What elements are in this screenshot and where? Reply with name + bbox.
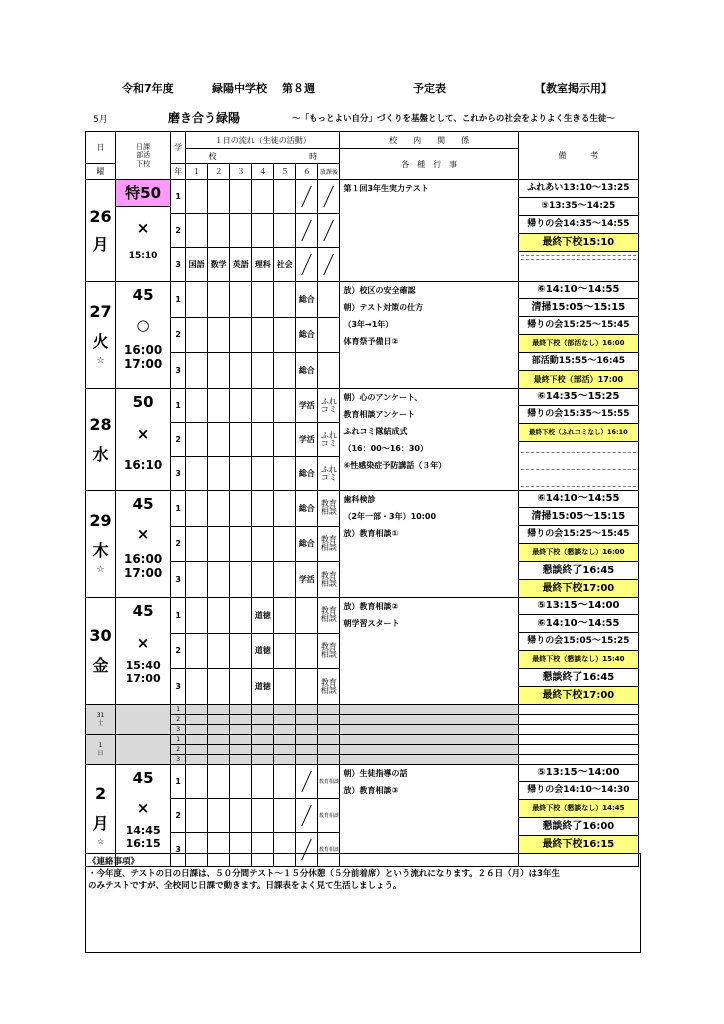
- day-27: 27 火 ☆: [86, 282, 116, 389]
- subject-english: 英語: [230, 248, 252, 282]
- period-6-general: 総合: [296, 282, 318, 318]
- period-6-general: 総合: [296, 317, 318, 353]
- slash-mark: [318, 180, 340, 214]
- after-school-fureai: ふれコミ: [318, 457, 340, 491]
- day-26: 26 月: [86, 180, 116, 282]
- grade-1: 1: [171, 282, 186, 318]
- subject-science: 理科: [252, 248, 274, 282]
- page-title: 予定表: [413, 82, 446, 95]
- day-2-schedule: 45 × 14:45 16:15: [116, 765, 171, 867]
- after-school-fureai: ふれコミ: [318, 423, 340, 457]
- day-31: 31 土: [86, 705, 116, 735]
- grade-1: 1: [171, 180, 186, 214]
- after-school-counseling: 教育相談: [318, 669, 340, 705]
- grade-3: 3: [171, 669, 186, 705]
- grade-2: 2: [171, 633, 186, 669]
- after-school-fureai: ふれコミ: [318, 389, 340, 423]
- subject-social: 社会: [274, 248, 296, 282]
- grade-2: 2: [171, 526, 186, 562]
- grade-1: 1: [171, 735, 186, 745]
- relation-header: 校 内 関 係: [340, 132, 518, 149]
- day-2-events: 朝）生徒指導の話 放）教育相談③: [340, 765, 518, 867]
- after-school-counseling: 教育相談: [318, 562, 340, 598]
- period-4-moral: 道徳: [252, 633, 274, 669]
- day-29-schedule: 45 × 16:00 17:00: [116, 491, 171, 598]
- grade-1: 1: [171, 389, 186, 423]
- after-school-counseling: 教育相談: [318, 799, 340, 833]
- grade-2: 2: [171, 214, 186, 248]
- day-30-events: 放）教育相談② 朝学習スタート: [340, 598, 518, 705]
- dow-header: 曜: [86, 164, 116, 180]
- after-school-counseling: 教育相談: [318, 633, 340, 669]
- grade-2: 2: [171, 745, 186, 755]
- period-2-header: ２: [208, 164, 230, 180]
- slash-mark: [296, 765, 318, 799]
- notes-header: 備 考: [518, 132, 638, 180]
- contact-notes-title: 《連絡事項》: [88, 857, 140, 867]
- day-28-schedule: 50 × 16:10: [116, 389, 171, 491]
- slogan: 磨き合う緑陽: [168, 111, 241, 125]
- period-6-homeroom: 学活: [296, 562, 318, 598]
- period-5-header: ５: [274, 164, 296, 180]
- day-26-notes: ふれあい13:10～13:25 ⑤13:35～14:25 帰りの会14:35～14:55 最終下校15:10: [518, 180, 638, 282]
- grade-3: 3: [171, 833, 186, 867]
- day-29: 29 木 ☆: [86, 491, 116, 598]
- grade-3: 3: [171, 562, 186, 598]
- period-4-moral: 道徳: [252, 669, 274, 705]
- period-6-general: 総合: [296, 526, 318, 562]
- grade-2: 2: [171, 423, 186, 457]
- day-2-notes: ⑤13:15～14:00 帰りの会14:10～14:30 最終下校（懇談なし）14:45 懇談終了16:00 最終下校16:15: [518, 765, 638, 867]
- school-time-header: 校 時: [186, 149, 340, 164]
- period-6-homeroom: 学活: [296, 389, 318, 423]
- day-26-events: 第１回3年生実力テスト: [340, 180, 518, 282]
- after-school-header: 放課後: [318, 164, 340, 180]
- grade-1: 1: [171, 491, 186, 527]
- grade-3: 3: [171, 248, 186, 282]
- grade-1: 1: [171, 705, 186, 715]
- events-header: 各 種 行 事: [340, 149, 518, 180]
- after-school-counseling: 教育相談: [318, 491, 340, 527]
- day-1: 1 日: [86, 735, 116, 765]
- day-27-schedule: 45 ○ 16:00 17:00: [116, 282, 171, 389]
- slash-mark: [318, 214, 340, 248]
- grade-header: 学: [171, 132, 186, 164]
- day-28-events: 朝）心のアンケート、 教育相談アンケート ふれコミ隊結成式 （16：00～16：30） ⑥性感染症予防講話（３年）: [340, 389, 518, 491]
- period-6-general: 総合: [296, 457, 318, 491]
- school-name: 緑陽中学校: [212, 82, 267, 95]
- period-6-header: ６: [296, 164, 318, 180]
- day-28-notes: ⑥14:35～15:25 帰りの会15:35～15:55 最終下校（ふれコミなし）16:10: [518, 389, 638, 491]
- day-29-events: 歯科検診 （2年一部・3年）10:00 放）教育相談①: [340, 491, 518, 598]
- period-6-homeroom: 学活: [296, 423, 318, 457]
- grade-1: 1: [171, 765, 186, 799]
- grade-2: 2: [171, 317, 186, 353]
- contact-notes-line-1: ・今年度、テストの日の日課は、５０分間テスト～１５分休憩（５分前着席）という流れになります。２６日（月）は3年生: [88, 869, 561, 879]
- contact-notes-line-2: のみテストですが、全校同じ日課で動きます。日課表をよく見て生活しましょう。: [88, 881, 402, 891]
- grade-2: 2: [171, 715, 186, 725]
- period-3-header: ３: [230, 164, 252, 180]
- after-school-counseling: 教育相談: [318, 526, 340, 562]
- subject-math: 数学: [208, 248, 230, 282]
- after-school-counseling: 教育相談: [318, 833, 340, 867]
- period-6-general: 総合: [296, 491, 318, 527]
- week-number: 第８週: [282, 82, 315, 95]
- subject-japanese: 国語: [186, 248, 208, 282]
- day-26-schedule: 特50 × 15:10: [116, 180, 171, 282]
- day-30-schedule: 45 × 15:40 17:00: [116, 598, 171, 705]
- slash-mark: [296, 248, 318, 282]
- after-school-counseling: 教育相談: [318, 765, 340, 799]
- after-school-counseling: 教育相談: [318, 598, 340, 634]
- day-29-notes: ⑥14:10～14:55 清掃15:05～15:15 帰りの会15:25～15:45 最終下校（懇談なし）16:00 懇談終了16:45 最終下校17:00: [518, 491, 638, 598]
- day-27-events: 放）校区の安全確認 朝）テスト対策の仕方 （3年→1年） 体育祭予備日②: [340, 282, 518, 389]
- schedule-table: [85, 131, 639, 867]
- slash-mark: [296, 214, 318, 248]
- grade-3: 3: [171, 755, 186, 765]
- day-28: 28 水: [86, 389, 116, 491]
- grade-3: 3: [171, 353, 186, 389]
- period-1-header: １: [186, 164, 208, 180]
- period-6-general: 総合: [296, 353, 318, 389]
- slash-mark: [296, 799, 318, 833]
- period-4-header: ４: [252, 164, 274, 180]
- grade-2: 2: [171, 799, 186, 833]
- grade-3: 3: [171, 457, 186, 491]
- grade-header-bottom: 年: [171, 164, 186, 180]
- day-2: 2 月 ☆: [86, 765, 116, 867]
- daily-flow-header: １日の流れ（生徒の活動）: [186, 132, 340, 149]
- display-purpose: 【教室掲示用】: [535, 82, 612, 95]
- grade-1: 1: [171, 598, 186, 634]
- period-4-moral: 道徳: [252, 598, 274, 634]
- day-30-notes: ⑤13:15～14:00 ⑥14:10～14:55 帰りの会15:05～15:25 最終下校（懇談なし）15:40 懇談終了16:45 最終下校17:00: [518, 598, 638, 705]
- slash-mark: [296, 180, 318, 214]
- schedule-header: 日課 部活 下校: [116, 132, 171, 180]
- motto: ～「もっとよい自分」づくりを基盤として、これからの社会をよりよく生きる生徒～: [292, 114, 615, 124]
- date-header: 日: [86, 132, 116, 164]
- month-label: 5月: [93, 115, 108, 125]
- grade-3: 3: [171, 725, 186, 735]
- contact-notes: [85, 853, 641, 953]
- day-30: 30 金: [86, 598, 116, 705]
- fiscal-year: 令和7年度: [122, 82, 174, 95]
- day-27-notes: ⑥14:10～14:55 清掃15:05～15:15 帰りの会15:25～15:45 最終下校（部活なし）16:00 部活動15:55～16:45 最終下校（部活）17:00: [518, 282, 638, 389]
- slash-mark: [318, 248, 340, 282]
